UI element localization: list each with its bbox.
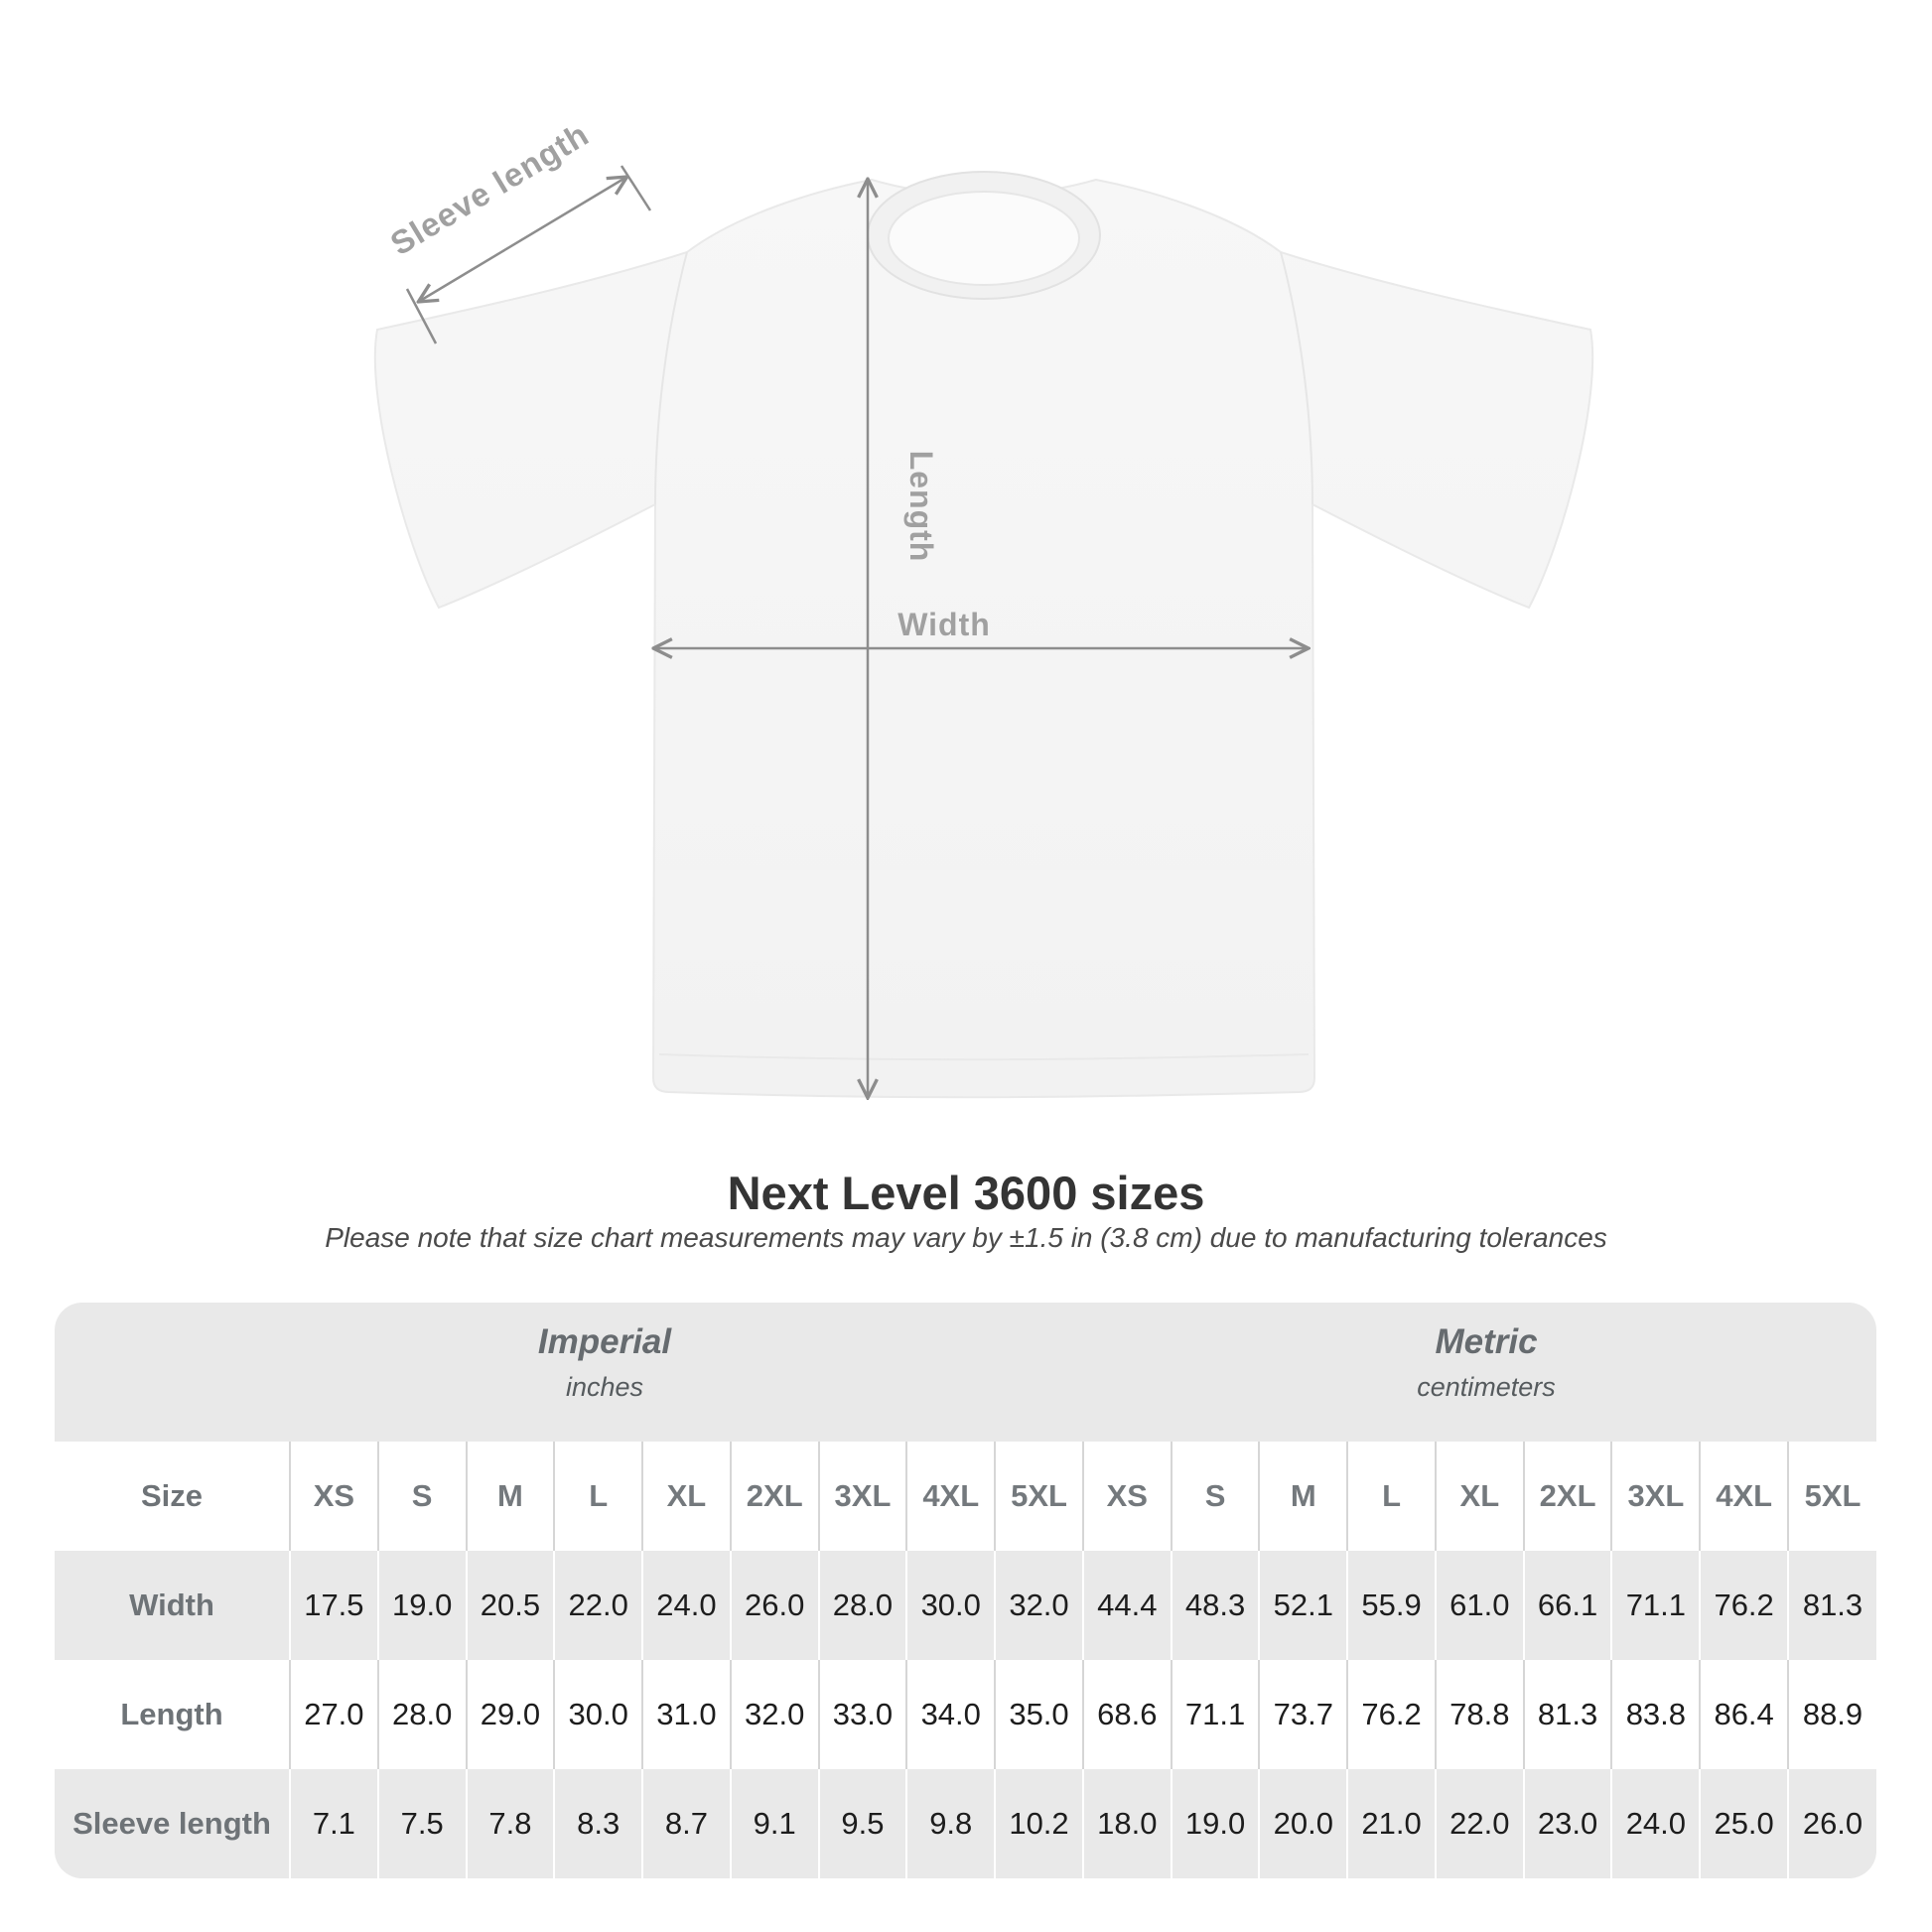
table-row [55,1769,1876,1878]
value-cell: 31.0 [642,1660,731,1769]
size-header-cell: 2XL [1524,1442,1612,1551]
imperial-label: Imperial [537,1322,672,1361]
value-cell: 29.0 [467,1660,555,1769]
unit-band [55,1303,1876,1442]
value-cell: 19.0 [378,1551,467,1660]
size-header-cell: XL [642,1442,731,1551]
value-cell: 71.1 [1611,1551,1700,1660]
size-header-cell: 5XL [1788,1442,1876,1551]
value-cell: 32.0 [731,1660,819,1769]
value-cell: 68.6 [1083,1660,1172,1769]
table-row [55,1442,1876,1551]
size-header-cell: 3XL [819,1442,907,1551]
value-cell: 81.3 [1524,1660,1612,1769]
value-cell: 20.5 [467,1551,555,1660]
value-cell: 7.5 [378,1769,467,1878]
tolerance-note: Please note that size chart measurements may vary by ±1.5 in (3.8 cm) due to manufacturing tolerances [325,1222,1607,1253]
value-cell: 55.9 [1347,1551,1436,1660]
page-title: Next Level 3600 sizes [727,1167,1205,1219]
value-cell: 35.0 [995,1660,1083,1769]
value-cell: 23.0 [1524,1769,1612,1878]
size-header-cell: M [1259,1442,1347,1551]
value-cell: 19.0 [1172,1769,1260,1878]
metric-label: Metric [1435,1322,1538,1361]
metric-header [1417,1322,1556,1403]
size-header-cell: L [1347,1442,1436,1551]
value-cell: 26.0 [731,1551,819,1660]
value-cell: 44.4 [1083,1551,1172,1660]
size-header-cell: L [554,1442,642,1551]
value-cell: 83.8 [1611,1660,1700,1769]
value-cell: 27.0 [290,1660,378,1769]
value-cell: 30.0 [554,1660,642,1769]
row-label-cell: Width [129,1587,214,1622]
size-column-header: Size [140,1478,204,1513]
size-table [55,1442,1876,1878]
value-cell: 10.2 [995,1769,1083,1878]
size-header-cell: XL [1436,1442,1524,1551]
value-cell: 81.3 [1788,1551,1876,1660]
size-header-cell: 5XL [995,1442,1083,1551]
size-header-cell: S [378,1442,467,1551]
sleeve-length-label: Sleeve length [383,115,596,263]
value-cell: 26.0 [1788,1769,1876,1878]
size-header-cell: 4XL [906,1442,995,1551]
table-row [55,1660,1876,1769]
value-cell: 73.7 [1259,1660,1347,1769]
value-cell: 71.1 [1172,1660,1260,1769]
value-cell: 9.8 [906,1769,995,1878]
value-cell: 9.1 [731,1769,819,1878]
value-cell: 8.3 [554,1769,642,1878]
size-header-cell: 3XL [1611,1442,1700,1551]
table-row [55,1551,1876,1660]
value-cell: 24.0 [1611,1769,1700,1878]
value-cell: 9.5 [819,1769,907,1878]
sleeve-dimension-tick-upper [621,166,650,210]
value-cell: 7.1 [290,1769,378,1878]
value-cell: 28.0 [378,1660,467,1769]
size-header-cell: S [1172,1442,1260,1551]
size-table-body [55,1442,1876,1878]
size-chart-card [55,1303,1876,1878]
value-cell: 76.2 [1347,1660,1436,1769]
length-label: Length [903,450,939,563]
value-cell: 17.5 [290,1551,378,1660]
value-cell: 7.8 [467,1769,555,1878]
value-cell: 28.0 [819,1551,907,1660]
value-cell: 8.7 [642,1769,731,1878]
value-cell: 34.0 [906,1660,995,1769]
size-header-cell: XS [1083,1442,1172,1551]
width-label: Width [897,607,991,642]
value-cell: 22.0 [1436,1769,1524,1878]
tshirt-collar-opening [889,192,1079,285]
value-cell: 18.0 [1083,1769,1172,1878]
value-cell: 88.9 [1788,1660,1876,1769]
value-cell: 20.0 [1259,1769,1347,1878]
value-cell: 24.0 [642,1551,731,1660]
size-header-cell: 4XL [1700,1442,1788,1551]
value-cell: 32.0 [995,1551,1083,1660]
value-cell: 25.0 [1700,1769,1788,1878]
size-header-cell: 2XL [731,1442,819,1551]
metric-sublabel: centimeters [1417,1372,1556,1402]
value-cell: 61.0 [1436,1551,1524,1660]
value-cell: 30.0 [906,1551,995,1660]
value-cell: 78.8 [1436,1660,1524,1769]
value-cell: 86.4 [1700,1660,1788,1769]
imperial-sublabel: inches [565,1372,644,1402]
size-header-cell: XS [290,1442,378,1551]
value-cell: 21.0 [1347,1769,1436,1878]
value-cell: 22.0 [554,1551,642,1660]
value-cell: 48.3 [1172,1551,1260,1660]
value-cell: 33.0 [819,1660,907,1769]
row-label-cell: Sleeve length [72,1806,271,1841]
value-cell: 76.2 [1700,1551,1788,1660]
value-cell: 66.1 [1524,1551,1612,1660]
size-header-cell: M [467,1442,555,1551]
value-cell: 52.1 [1259,1551,1347,1660]
imperial-header [538,1322,671,1403]
row-label-cell: Length [120,1697,223,1731]
